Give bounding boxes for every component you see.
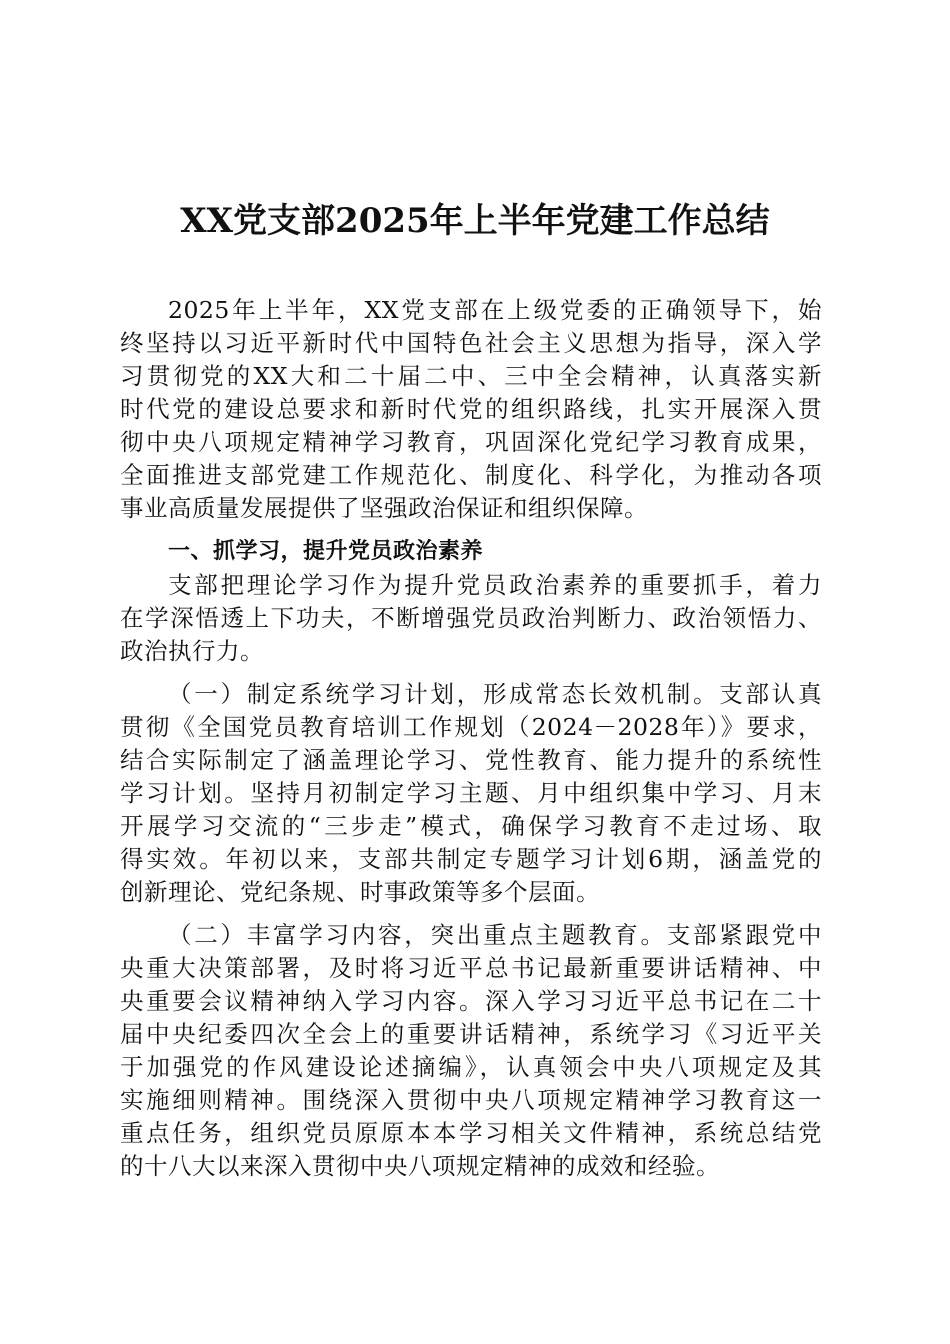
paragraph-line: 重点任务，组织党员原原本本学习相关文件精神，系统总结党	[120, 1119, 822, 1147]
paragraph-line: 于加强党的作风建设论述摘编》，认真领会中央八项规定及其	[120, 1053, 822, 1081]
paragraph-line: 支部把理论学习作为提升党员政治素养的重要抓手，着力	[168, 571, 822, 599]
paragraph-line: 在学深悟透上下功夫，不断增强党员政治判断力、政治领悟力、	[120, 604, 822, 632]
document-title: XX党支部2025年上半年党建工作总结	[180, 201, 770, 241]
paragraph-line: 央重大决策部署，及时将习近平总书记最新重要讲话精神、中	[120, 954, 822, 982]
paragraph-line: 届中央纪委四次全会上的重要讲话精神，系统学习《习近平关	[120, 1020, 822, 1048]
paragraph-line: 政治执行力。	[120, 637, 264, 665]
paragraph-line: 2025年上半年，XX党支部在上级党委的正确领导下，始	[168, 296, 822, 324]
paragraph-line: 习贯彻党的XX大和二十届二中、三中全会精神，认真落实新	[120, 362, 822, 390]
paragraph-line: 学习计划。坚持月初制定学习主题、月中组织集中学习、月末	[120, 779, 822, 807]
paragraph-line: 事业高质量发展提供了坚强政治保证和组织保障。	[120, 494, 648, 522]
paragraph-line: 创新理论、党纪条规、时事政策等多个层面。	[120, 878, 600, 906]
paragraph-line: 开展学习交流的“三步走”模式，确保学习教育不走过场、取	[120, 812, 822, 840]
paragraph-line: 央重要会议精神纳入学习内容。深入学习习近平总书记在二十	[120, 987, 822, 1015]
paragraph-line: 终坚持以习近平新时代中国特色社会主义思想为指导，深入学	[120, 329, 822, 357]
subsection-lead-line: （二）丰富学习内容，突出重点主题教育。支部紧跟党中	[168, 921, 822, 949]
section-heading: 一、抓学习，提升党员政治素养	[168, 539, 484, 564]
paragraph-line: 的十八大以来深入贯彻中央八项规定精神的成效和经验。	[120, 1152, 720, 1180]
paragraph-line: 结合实际制定了涵盖理论学习、党性教育、能力提升的系统性	[120, 746, 822, 774]
paragraph-line: 实施细则精神。围绕深入贯彻中央八项规定精神学习教育这一	[120, 1086, 822, 1114]
paragraph-line: 全面推进支部党建工作规范化、制度化、科学化，为推动各项	[120, 461, 822, 489]
subsection-lead-line: （一）制定系统学习计划，形成常态长效机制。支部认真	[168, 680, 822, 708]
paragraph-line: 贯彻《全国党员教育培训工作规划（2024－2028年）》要求，	[120, 713, 822, 741]
paragraph-line: 得实效。年初以来，支部共制定专题学习计划6期，涵盖党的	[120, 845, 822, 873]
paragraph-line: 时代党的建设总要求和新时代党的组织路线，扎实开展深入贯	[120, 395, 822, 423]
paragraph-line: 彻中央八项规定精神学习教育，巩固深化党纪学习教育成果，	[120, 428, 822, 456]
